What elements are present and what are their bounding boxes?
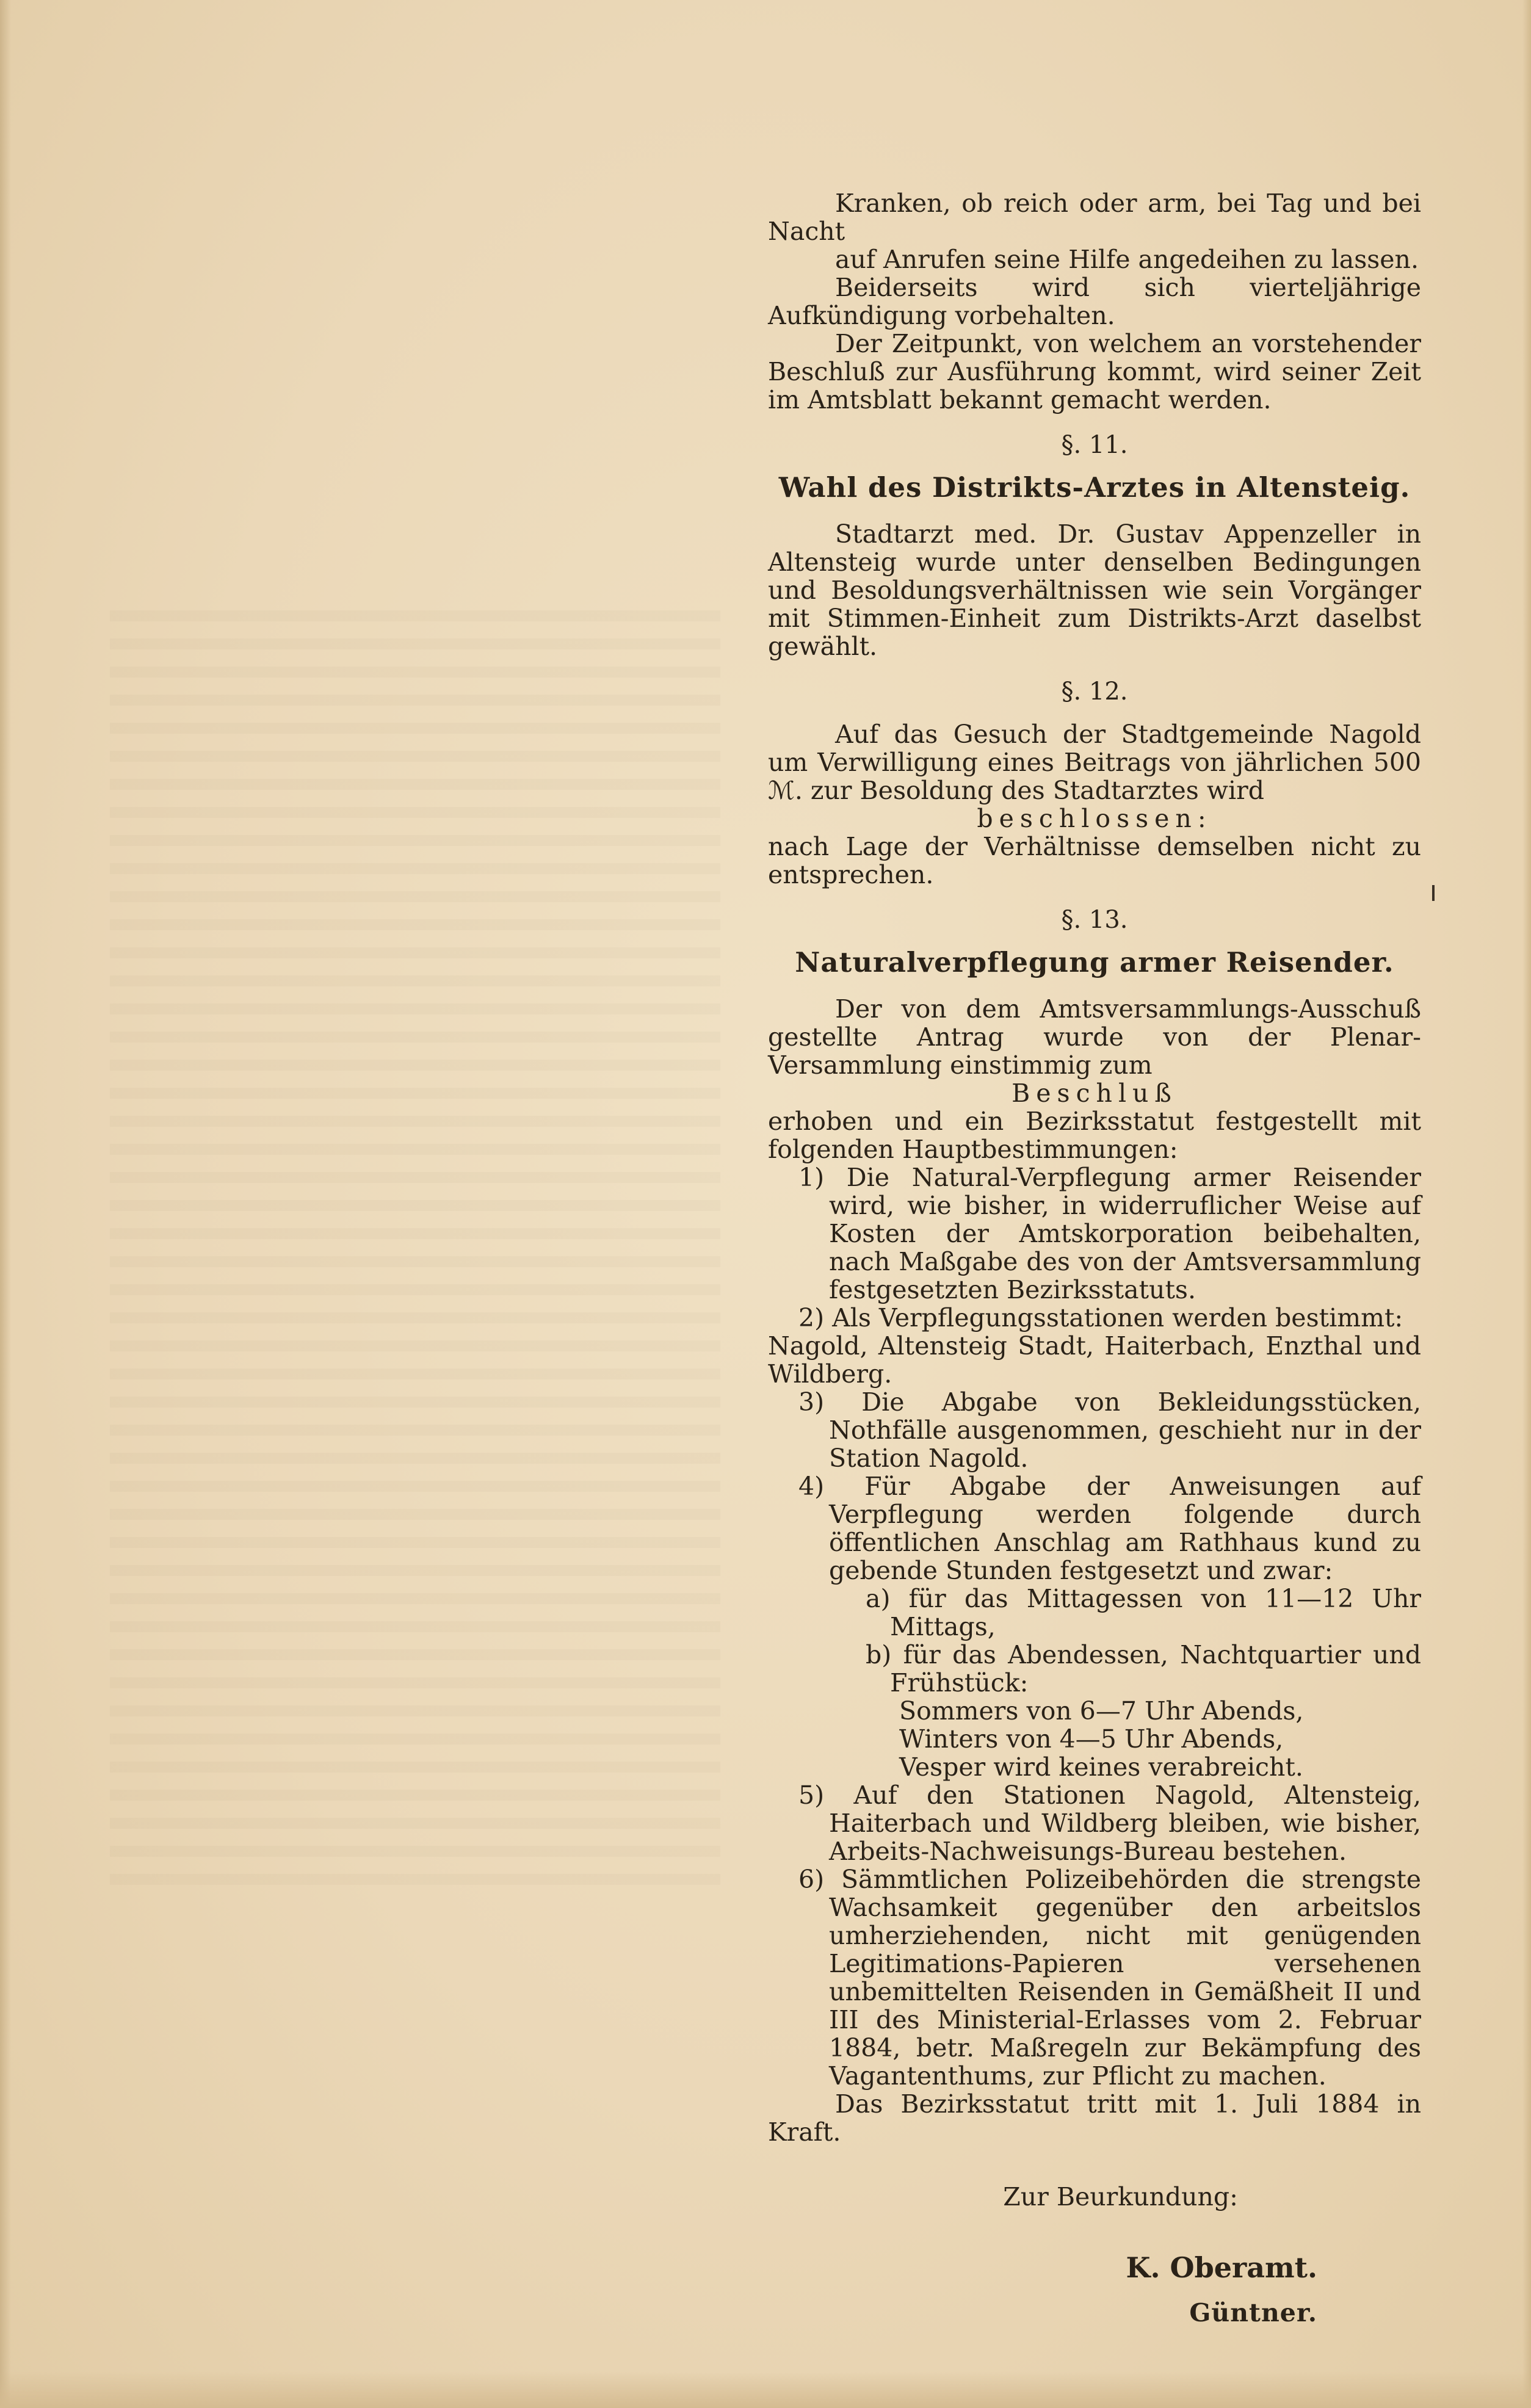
- paper-edge-bottom: [0, 2371, 1531, 2408]
- margin-mark: [1432, 885, 1435, 901]
- text-column: [768, 189, 1421, 2327]
- list-item-4b-vesper: Vesper wird keines verabreicht.: [899, 1752, 1303, 1782]
- signature-intro: Zur Beurkundung:: [1003, 2182, 1238, 2211]
- section-13-closing: Das Bezirksstatut tritt mit 1. Juli 1884 in Kraft.: [768, 2089, 1421, 2147]
- opening-paragraph-3: Der Zeitpunkt, von welchem an vorstehender Beschluß zur Ausführung kommt, wird seiner Zeit im Amtsblatt bekannt gemacht werden.: [768, 329, 1421, 414]
- section-11-text: Stadtarzt med. Dr. Gustav Appenzeller in Altensteig wurde unter denselben Bedingungen und Besoldungsverhältnissen wie sein Vorgänger mit Stimmen-Einheit zum Distrikts-Arzt daselbst gewählt.: [768, 519, 1421, 661]
- section-13-intro: Der von dem Amtsversammlungs-Ausschuß gestellte Antrag wurde von der Plenar-Versammlung einstimmig zum: [768, 994, 1421, 1080]
- signature-name: Güntner.: [1189, 2298, 1317, 2327]
- list-item-2-places: Nagold, Altensteig Stadt, Haiterbach, Enzthal und Wildberg.: [768, 1331, 1421, 1389]
- list-item-4b-winter: Winters von 4—5 Uhr Abends,: [899, 1724, 1284, 1754]
- section-13-title: Naturalverpflegung armer Reisender.: [795, 946, 1394, 978]
- section-12-decision: beschlossen:: [977, 804, 1212, 833]
- list-item-6: 6) Sämmtlichen Polizeibehörden die strengste Wachsamkeit gegenüber den arbeitslos umherziehenden, nicht mit genügenden Legitimations-Papieren versehenen unbemittelten Reisenden in Gemäßheit II und III des Ministerial-Erlasses vom 2. Februar 1884, betr. Maßregeln zur Bekämpfung des Vagantenthums, zur Pflicht zu machen.: [798, 1865, 1421, 2091]
- paper-edge-left: [0, 0, 11, 2408]
- list-item-4: 4) Für Abgabe der Anweisungen auf Verpflegung werden folgende durch öffentlichen Anschlag am Rathhaus kund zu gebende Stunden festgesetzt und zwar:: [798, 1472, 1421, 1585]
- section-12-text: Auf das Gesuch der Stadtgemeinde Nagold um Verwilligung eines Beitrags von jährlichen 500 ℳ. zur Besoldung des Stadtarztes wird: [768, 720, 1421, 805]
- section-13-number: §. 13.: [1061, 906, 1128, 934]
- opening-paragraph-2: Beiderseits wird sich vierteljährige Aufkündigung vorbehalten.: [768, 273, 1421, 330]
- section-11-number: §. 11.: [1061, 431, 1128, 459]
- list-item-3: 3) Die Abgabe von Bekleidungsstücken, Nothfälle ausgenommen, geschieht nur in der Station Nagold.: [798, 1387, 1421, 1473]
- section-11-title: Wahl des Distrikts-Arztes in Altensteig.: [778, 471, 1411, 504]
- opening-line-2: auf Anrufen seine Hilfe angedeihen zu lassen.: [835, 245, 1419, 274]
- list-item-1: 1) Die Natural-Verpflegung armer Reisender wird, wie bisher, in widerruflicher Weise auf Kosten der Amtskorporation beibehalten, nach Maßgabe des von der Amtsversammlung festgesetzten Bezirksstatuts.: [798, 1163, 1421, 1304]
- list-item-4b-summer: Sommers von 6—7 Uhr Abends,: [899, 1696, 1304, 1726]
- list-item-4a: a) für das Mittagessen von 11—12 Uhr Mittags,: [866, 1584, 1421, 1641]
- section-13-decision: Beschluß: [1012, 1079, 1178, 1108]
- show-through-texture: [110, 610, 720, 1892]
- paper-edge-right: [1522, 0, 1531, 2408]
- signature-office: K. Oberamt.: [1126, 2251, 1317, 2284]
- section-13-intro-2: erhoben und ein Bezirksstatut festgestellt mit folgenden Hauptbestimmungen:: [768, 1107, 1421, 1164]
- section-12-number: §. 12.: [1061, 678, 1128, 706]
- list-item-5: 5) Auf den Stationen Nagold, Altensteig, Haiterbach und Wildberg bleiben, wie bisher, Arbeits-Nachweisungs-Bureau bestehen.: [798, 1781, 1421, 1866]
- list-item-4b: b) für das Abendessen, Nachtquartier und Frühstück:: [866, 1640, 1421, 1698]
- opening-line-1: Kranken, ob reich oder arm, bei Tag und bei Nacht: [768, 189, 1421, 246]
- section-12-result: nach Lage der Verhältnisse demselben nicht zu entsprechen.: [768, 832, 1421, 889]
- list-item-2: 2) Als Verpflegungsstationen werden bestimmt:: [798, 1303, 1403, 1332]
